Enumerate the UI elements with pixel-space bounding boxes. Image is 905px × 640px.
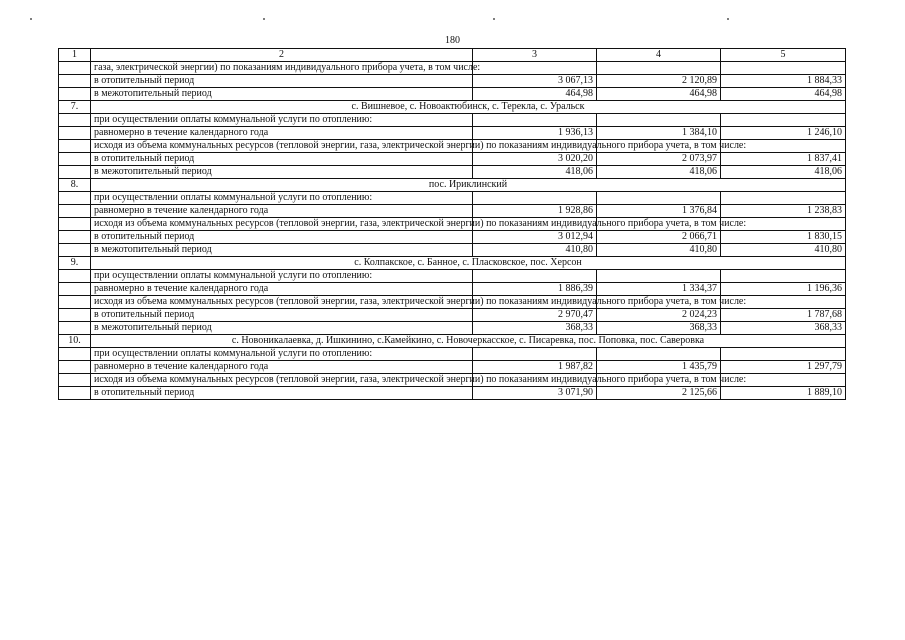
period-label-cell: в межотопительный период	[91, 322, 473, 335]
value-row	[59, 387, 846, 400]
section-title: с. Новоникалаевка, д. Ишкинино, с.Камейкино, с. Новочеркасское, с. Писаревка, пос. Поповка, пос. Саверовка	[91, 335, 846, 348]
value-cell-empty	[597, 270, 721, 283]
row-number-cell	[59, 62, 91, 75]
value-row	[59, 127, 846, 140]
row-number-cell	[59, 88, 91, 101]
period-label-cell: равномерно в течение календарного года	[91, 361, 473, 374]
row-number-cell	[59, 270, 91, 283]
description-cell: исходя из объема коммунальных ресурсов (тепловой энергии, газа, электрической энергии) по показаниям индивидуального прибора учета, в том числе:	[91, 140, 473, 153]
value-row	[59, 205, 846, 218]
period-label-cell: в межотопительный период	[91, 88, 473, 101]
value-cell-empty	[473, 348, 597, 361]
value-cell-col5: 368,33	[721, 322, 846, 335]
description-row	[59, 62, 846, 75]
description-cell: исходя из объема коммунальных ресурсов (тепловой энергии, газа, электрической энергии) по показаниям индивидуального прибора учета, в том числе:	[91, 218, 473, 231]
description-row	[59, 296, 846, 309]
value-cell-empty	[721, 192, 846, 205]
section-title: с. Колпакское, с. Банное, с. Пласковское, пос. Херсон	[91, 257, 846, 270]
description-cell: при осуществлении оплаты коммунальной услуги по отоплению:	[91, 114, 473, 127]
description-cell: при осуществлении оплаты коммунальной услуги по отоплению:	[91, 348, 473, 361]
description-row	[59, 114, 846, 127]
description-row	[59, 270, 846, 283]
row-number-cell	[59, 348, 91, 361]
period-label-cell: в отопительный период	[91, 75, 473, 88]
value-cell-col3: 1 987,82	[473, 361, 597, 374]
value-cell-col5: 418,06	[721, 166, 846, 179]
value-cell-col4: 464,98	[597, 88, 721, 101]
period-label-cell: в отопительный период	[91, 387, 473, 400]
header-cell-1: 1	[59, 49, 91, 62]
value-cell-col4: 410,80	[597, 244, 721, 257]
period-label-cell: равномерно в течение календарного года	[91, 205, 473, 218]
value-cell-empty	[721, 270, 846, 283]
scan-speck	[263, 18, 265, 20]
page-number: 180	[445, 35, 460, 46]
value-cell-col4: 1 384,10	[597, 127, 721, 140]
value-cell-col5: 1 787,68	[721, 309, 846, 322]
value-row	[59, 244, 846, 257]
header-row	[59, 49, 846, 62]
description-cell: при осуществлении оплаты коммунальной услуги по отоплению:	[91, 192, 473, 205]
value-cell-empty	[721, 114, 846, 127]
value-row	[59, 88, 846, 101]
value-row	[59, 166, 846, 179]
description-cell: исходя из объема коммунальных ресурсов (тепловой энергии, газа, электрической энергии) по показаниям индивидуального прибора учета, в том числе:	[91, 296, 473, 309]
value-cell-col5: 1 238,83	[721, 205, 846, 218]
scan-speck	[493, 18, 495, 20]
value-cell-col4: 418,06	[597, 166, 721, 179]
header-cell-2: 2	[91, 49, 473, 62]
row-number-cell	[59, 322, 91, 335]
section-number: 8.	[59, 179, 91, 192]
value-cell-col3: 3 067,13	[473, 75, 597, 88]
period-label-cell: равномерно в течение календарного года	[91, 127, 473, 140]
row-number-cell	[59, 361, 91, 374]
period-label-cell: равномерно в течение календарного года	[91, 283, 473, 296]
value-cell-empty	[597, 114, 721, 127]
value-cell-col4: 1 334,37	[597, 283, 721, 296]
header-cell-5: 5	[721, 49, 846, 62]
description-row	[59, 348, 846, 361]
value-cell-empty	[597, 62, 721, 75]
description-row	[59, 192, 846, 205]
value-cell-col4: 368,33	[597, 322, 721, 335]
row-number-cell	[59, 218, 91, 231]
value-cell-col3: 1 936,13	[473, 127, 597, 140]
row-number-cell	[59, 192, 91, 205]
row-number-cell	[59, 166, 91, 179]
value-row	[59, 283, 846, 296]
value-cell-empty	[597, 348, 721, 361]
row-number-cell	[59, 244, 91, 257]
value-row	[59, 75, 846, 88]
value-cell-col4: 1 376,84	[597, 205, 721, 218]
value-cell-col5: 1 889,10	[721, 387, 846, 400]
description-row	[59, 140, 846, 153]
description-cell: газа, электрической энергии) по показаниям индивидуального прибора учета, в том числе:	[91, 62, 473, 75]
description-cell: при осуществлении оплаты коммунальной услуги по отоплению:	[91, 270, 473, 283]
value-cell-col3: 1 886,39	[473, 283, 597, 296]
period-label-cell: в отопительный период	[91, 309, 473, 322]
value-cell-col4: 2 120,89	[597, 75, 721, 88]
value-cell-col4: 2 073,97	[597, 153, 721, 166]
header-cell-4: 4	[597, 49, 721, 62]
period-label-cell: в отопительный период	[91, 231, 473, 244]
description-cell: исходя из объема коммунальных ресурсов (тепловой энергии, газа, электрической энергии) по показаниям индивидуального прибора учета, в том числе:	[91, 374, 473, 387]
value-cell-empty	[597, 192, 721, 205]
row-number-cell	[59, 374, 91, 387]
row-number-cell	[59, 140, 91, 153]
section-row	[59, 179, 846, 192]
row-number-cell	[59, 75, 91, 88]
value-row	[59, 153, 846, 166]
section-title: с. Вишневое, с. Новоактюбинск, с. Терекла, с. Уральск	[91, 101, 846, 114]
value-cell-col3: 2 970,47	[473, 309, 597, 322]
period-label-cell: в межотопительный период	[91, 166, 473, 179]
scan-speck	[30, 18, 32, 20]
description-row	[59, 374, 846, 387]
row-number-cell	[59, 231, 91, 244]
value-cell-col3: 1 928,86	[473, 205, 597, 218]
section-number: 7.	[59, 101, 91, 114]
value-cell-col5: 464,98	[721, 88, 846, 101]
period-label-cell: в межотопительный период	[91, 244, 473, 257]
value-cell-col5: 1 884,33	[721, 75, 846, 88]
value-cell-col3: 368,33	[473, 322, 597, 335]
row-number-cell	[59, 153, 91, 166]
description-row	[59, 218, 846, 231]
row-number-cell	[59, 205, 91, 218]
value-cell-col4: 2 125,66	[597, 387, 721, 400]
value-cell-col4: 2 024,23	[597, 309, 721, 322]
value-cell-empty	[473, 192, 597, 205]
row-number-cell	[59, 309, 91, 322]
header-cell-3: 3	[473, 49, 597, 62]
section-number: 10.	[59, 335, 91, 348]
value-cell-col3: 410,80	[473, 244, 597, 257]
value-cell-col3: 3 012,94	[473, 231, 597, 244]
section-title: пос. Ириклинский	[91, 179, 846, 192]
value-row	[59, 361, 846, 374]
value-cell-empty	[473, 62, 597, 75]
section-row	[59, 257, 846, 270]
value-cell-col3: 3 020,20	[473, 153, 597, 166]
value-cell-col5: 410,80	[721, 244, 846, 257]
value-cell-col5: 1 196,36	[721, 283, 846, 296]
value-cell-col3: 3 071,90	[473, 387, 597, 400]
value-cell-col5: 1 830,15	[721, 231, 846, 244]
value-row	[59, 309, 846, 322]
value-cell-col5: 1 837,41	[721, 153, 846, 166]
row-number-cell	[59, 387, 91, 400]
value-cell-col3: 418,06	[473, 166, 597, 179]
scan-speck	[727, 18, 729, 20]
value-row	[59, 322, 846, 335]
value-cell-empty	[473, 114, 597, 127]
value-cell-empty	[473, 270, 597, 283]
value-cell-col3: 464,98	[473, 88, 597, 101]
value-cell-empty	[721, 62, 846, 75]
value-cell-col5: 1 246,10	[721, 127, 846, 140]
value-row	[59, 231, 846, 244]
section-row	[59, 335, 846, 348]
value-cell-col4: 2 066,71	[597, 231, 721, 244]
row-number-cell	[59, 114, 91, 127]
section-number: 9.	[59, 257, 91, 270]
period-label-cell: в отопительный период	[91, 153, 473, 166]
row-number-cell	[59, 127, 91, 140]
row-number-cell	[59, 283, 91, 296]
row-number-cell	[59, 296, 91, 309]
value-cell-col5: 1 297,79	[721, 361, 846, 374]
tariff-table	[58, 48, 846, 400]
section-row	[59, 101, 846, 114]
value-cell-empty	[721, 348, 846, 361]
value-cell-col4: 1 435,79	[597, 361, 721, 374]
